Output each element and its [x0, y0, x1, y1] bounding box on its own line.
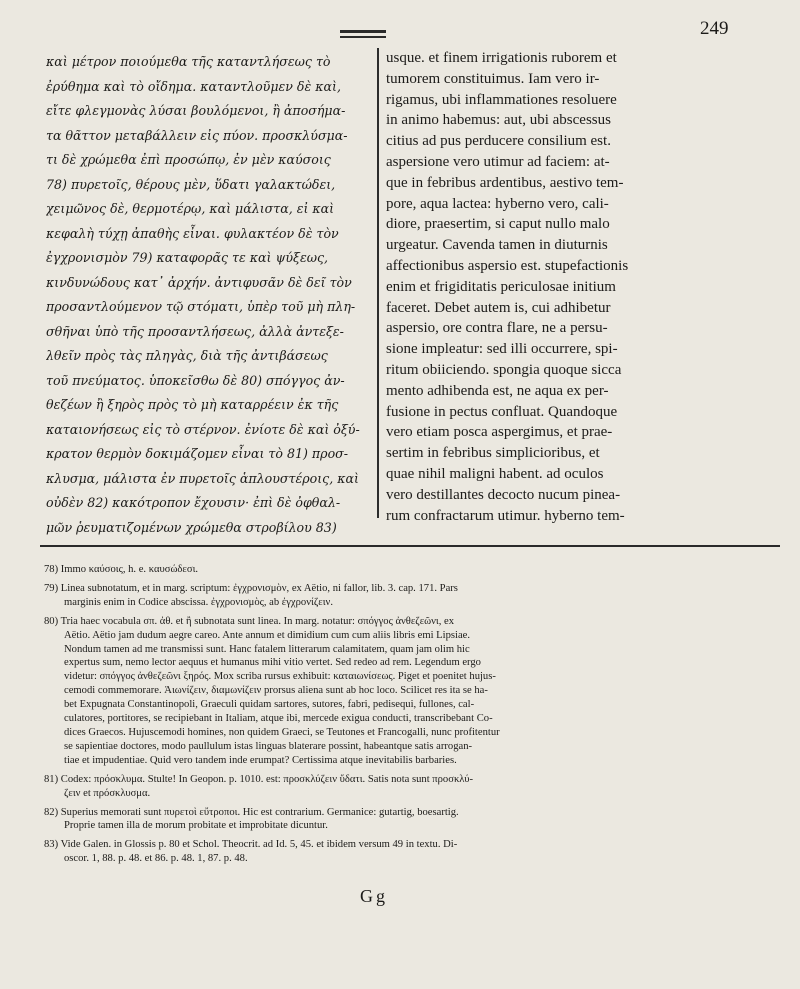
- footnote-line: videtur: σπόγγος ἀνθεζεῶνι ξηρός. Mox scriba rursus exhibuit: καταιωνίσεως. Piget et poenitet hujus-: [64, 671, 496, 683]
- footnote-line: oscor. 1, 88. p. 48. et 86. p. 48. 1, 87. p. 48.: [64, 853, 248, 865]
- latin-line: diore, praesertim, si caput nullo malo: [386, 216, 610, 233]
- footnote-line: Nondum tamen ad me transmissi sunt. Hanc fatalem litterarum calamitatem, quam jam olim hic: [64, 643, 470, 655]
- latin-line: usque. et finem irrigationis ruborem et: [386, 50, 617, 66]
- latin-line: sertim in febribus simplicioribus, et: [386, 445, 600, 462]
- latin-line: rum confractarum utimur. hyberno tem-: [386, 507, 625, 524]
- footnote-line: culatores, portitores, se recipiebant in Italiam, atque ibi, mercede exigua conducti, transcribebant Co-: [64, 713, 493, 725]
- greek-line: ἐγχρονισμὸν 79) καταφορᾶς τε καὶ ψύξεως,: [46, 250, 329, 265]
- header-ornament-rule-lower: [340, 36, 386, 38]
- greek-line: σθῆναι ὑπὸ τῆς προσαντλήσεως, ἀλλὰ ἀντεξε-: [46, 323, 344, 339]
- latin-line: rigamus, ubi inflammationes resoluere: [386, 91, 617, 108]
- greek-line: κλυσμα, μάλιστα ἐν πυρετοῖς ἁπλουστέροις, καὶ: [46, 470, 359, 486]
- latin-line: citius ad pus perducere consilium est.: [386, 133, 611, 150]
- footnote-line: 78) Immo καύσοις, h. e. καυσώδεσι.: [44, 564, 199, 575]
- footnote-line: ζειν et πρόσκλυσμα.: [64, 787, 151, 799]
- footnote-line: marginis enim in Codice abscissa. ἐγχρονισμὸς, ab ἐγχρονίζειν.: [64, 596, 333, 608]
- greek-line: λθεῖν πρὸς τὰς πληγὰς, διὰ τῆς ἀντιβάσεως: [46, 348, 328, 363]
- latin-line: sione impleatur: sed illi occurrere, spi-: [386, 341, 618, 358]
- latin-line: pore, aqua lactea: hyberno vero, cali-: [386, 195, 609, 212]
- footnote-line: 83) Vide Galen. in Glossis p. 80 et Schol. Theocrit. ad Id. 5, 45. et ibidem versum 49 in textu. Di-: [44, 839, 458, 851]
- header-ornament-rule: [340, 30, 386, 33]
- footnote: [44, 838, 779, 866]
- footnote: [44, 615, 779, 768]
- greek-line: κεφαλὴ τύχῃ ἀπαθὴς εἶναι. φυλακτέον δὲ τὸν: [46, 225, 339, 241]
- footnote: [44, 773, 779, 801]
- greek-line: προσαντλούμενον τῷ στόματι, ὑπὲρ τοῦ μὴ πλη-: [46, 299, 356, 314]
- footnote-line: expertus sum, nemo lector aequus et humanus mihi vitio vertet. Sed redeo ad rem. Legendum ergo: [64, 657, 481, 669]
- greek-line: εἴτε φλεγμονὰς λύσαι βουλόμενοι, ἢ ἀποσήμα-: [46, 103, 346, 118]
- latin-column: [386, 48, 772, 526]
- footnote-line: cemodi commemorare. Ἀιωνίζειν, διαμωνίζειν prorsus aliena sunt ab hoc loco. Scilicet res ita se ha-: [64, 685, 488, 697]
- column-divider: [377, 48, 379, 518]
- footnote-line: 81) Codex: πρόσκλυμα. Stulte! In Geopon. p. 1010. est: προσκλύζειν ὕδατι. Satis nota sunt προσκλύ-: [44, 773, 473, 785]
- footnote-line: bet Expugnata Constantinopoli, Graeculi quidam sartores, sutores, fabri, pedisequi, fullones, cal-: [64, 699, 475, 711]
- greek-line: τοῦ πνεύματος. ὑποκεῖσθω δὲ 80) σπόγγος ἀν-: [46, 372, 345, 388]
- latin-line: faceret. Debet autem is, cui adhibetur: [386, 299, 611, 316]
- footnote-line: se sapientiae doctores, modo paullulum istas linguas blaterare possint, habeantque satis arrogan-: [64, 740, 473, 752]
- page-number: 249: [700, 18, 729, 39]
- latin-line: in animo habemus: aut, ubi abscessus: [386, 112, 611, 129]
- signature-mark: Gg: [360, 886, 388, 906]
- greek-line: κινδυνώδους κατ᾿ ἀρχήν. ἀντιφυσᾶν δὲ δεῖ τὸν: [46, 274, 352, 290]
- greek-line: τα θᾶττον μεταβάλλειν εἰς πύον. προσκλύσμα-: [46, 127, 348, 143]
- latin-line: mento adhibenda est, ne aqua ex per-: [386, 382, 609, 399]
- footnote-line: 80) Tria haec vocabula σπ. ἀθ. et ἢ subnotata sunt linea. In marg. notatur: σπόγγος ἀνθεζεῶνι, ex: [44, 615, 455, 627]
- greek-column: [46, 50, 371, 540]
- footnote-separator: [40, 545, 780, 547]
- footnote-line: 82) Superius memorati sunt πυρετοὶ εὔτροποι. Hic est contrarium. Germanice: gutartig, boesartig.: [44, 806, 459, 818]
- greek-line: 78) πυρετοῖς, θέρους μὲν, ὕδατι γαλακτώδει,: [46, 176, 336, 192]
- footnote: [44, 582, 779, 610]
- latin-line: vero etiam posca aspergimus, et prae-: [386, 424, 613, 441]
- greek-line: καταιονήσεως εἰς τὸ στέρνον. ἐνίοτε δὲ καὶ ὀξύ-: [46, 421, 360, 437]
- footnote: [44, 563, 779, 577]
- latin-line: urgeatur. Cavenda tamen in diuturnis: [386, 237, 608, 254]
- greek-line: θεζέων ἢ ξηρὸς πρὸς τὸ μὴ καταρρέειν ἐκ τῆς: [46, 397, 339, 412]
- greek-line: κρατον θερμὸν δοκιμάζομεν εἶναι τὸ 81) προσ-: [46, 446, 349, 461]
- footnotes: [44, 563, 779, 871]
- footnote-line: Aëtio. Aëtio jam dudum aegre careo. Ante annum et dimidium cum cum aliis libris emi Lipsiae.: [64, 629, 470, 641]
- footnote-line: tiae et impudentiae. Quid vero tandem inde erumpat? Certissima atque inevitabilis barbaries.: [64, 754, 457, 766]
- greek-line: τι δὲ χρώμεθα ἐπὶ προσώπῳ, ἐν μὲν καύσοις: [46, 152, 331, 167]
- latin-line: aspersione vero utimur ad faciem: at-: [386, 153, 610, 170]
- greek-line: χειμῶνος δὲ, θερμοτέρῳ, καὶ μάλιστα, εἰ καὶ: [46, 201, 335, 216]
- greek-line: καὶ μέτρον ποιούμεθα τῆς καταντλήσεως τὸ: [46, 54, 331, 69]
- footnote-line: 79) Linea subnotatum, et in marg. scriptum: ἐγχρονισμὸν, ex Aëtio, ni fallor, lib. 3. cap. 171. Pars: [44, 582, 458, 594]
- latin-line: affectionibus aspersio est. stupefactionis: [386, 257, 629, 274]
- latin-line: aspersio, ore contra flare, ne a persu-: [386, 320, 608, 337]
- latin-line: enim et frigiditatis periculosae initium: [386, 278, 616, 295]
- latin-line: vero destillantes decocto nucum pinea-: [386, 486, 621, 503]
- latin-line: fusione in pectus confluat. Quandoque: [386, 403, 618, 420]
- latin-line: ritum obiiciendo. spongia quoque sicca: [386, 361, 622, 378]
- footnote: [44, 806, 779, 834]
- footnote-line: Proprie tamen illa de morum probitate et improbitate dicuntur.: [64, 820, 328, 832]
- latin-line: quae nihil maligni habent. ad oculos: [386, 465, 604, 482]
- footnote-line: dices Graecos. Hujuscemodi homines, non quidem Graeci, se Teutones et Francogalli, nunc profitentur: [64, 726, 500, 738]
- greek-line: ἐρύθημα καὶ τὸ οἴδημα. καταντλοῦμεν δὲ καὶ,: [46, 78, 341, 94]
- greek-line: οὐδὲν 82) κακότροπον ἔχουσιν· ἐπὶ δὲ ὀφθαλ-: [46, 495, 341, 510]
- latin-line: que in febribus ardentibus, aestivo tem-: [386, 174, 624, 191]
- greek-line: μῶν ῥευματιζομένων χρώμεθα στροβίλου 83): [46, 519, 337, 535]
- latin-line: tumorem constituimus. Iam vero ir-: [386, 70, 600, 87]
